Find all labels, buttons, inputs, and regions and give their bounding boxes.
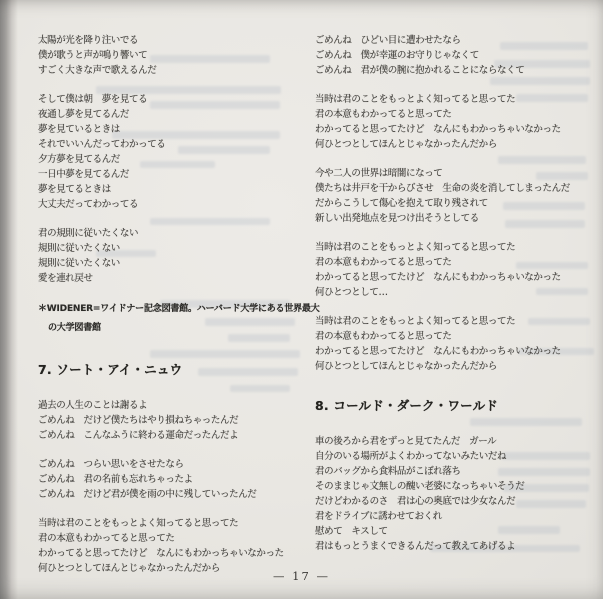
- lyric-line: 君はもっとうまくできるんだって教えてあげるよ: [315, 541, 516, 552]
- lyric-line: 夕方夢を見てるんだ: [38, 154, 120, 165]
- lyric-line: わかってると思ってたけど なんにもわかっちゃいなかった: [315, 272, 561, 283]
- lyric-line: 自分のいる場所がよくわかってないみたいだね: [315, 451, 507, 462]
- lyric-line: 何ひとつとしてほんとじゃなかったんだから: [315, 361, 497, 372]
- lyric-line: 太陽が光を降り注いでる: [38, 35, 139, 46]
- page-number: — 17 —: [273, 569, 330, 583]
- stanza: [38, 398, 306, 443]
- footnote-line: の大学図書館: [48, 323, 101, 333]
- lyric-line: だからこうして傷心を抱えて取り残されて: [315, 198, 488, 209]
- lyric-line: わかってると思ってたけど なんにもわかっちゃいなかった: [315, 124, 561, 135]
- lyric-line: わかってると思ってたけど なんにもわかっちゃいなかった: [38, 548, 284, 559]
- stanza: [38, 226, 306, 286]
- lyric-line: ごめんね 君の名前も忘れちゃったよ: [38, 474, 193, 485]
- stanza: [315, 166, 597, 226]
- lyric-line: 君の本意もわかってると思ってた: [315, 331, 452, 342]
- lyric-line: 君の本意もわかってると思ってた: [315, 109, 452, 120]
- lyrics-column-right: [315, 33, 597, 568]
- lyric-line: 愛を連れ戻せ: [38, 273, 93, 284]
- lyric-line: 君の本意もわかってると思ってた: [38, 533, 175, 544]
- lyric-line: 当時は君のことをもっとよく知ってると思ってた: [315, 316, 516, 327]
- lyric-line: 夜通し夢を見てるんだ: [38, 109, 130, 120]
- lyric-line: ごめんね 僕が幸運のお守りじゃなくて: [315, 50, 479, 61]
- lyric-line: すごく大きな声で歌えるんだ: [38, 65, 157, 76]
- song-title: 8. コールド・ダーク・ワールド: [315, 398, 498, 413]
- lyric-line: 当時は君のことをもっとよく知ってると思ってた: [315, 94, 516, 105]
- footnote: [38, 300, 320, 338]
- stanza: [38, 33, 306, 78]
- lyric-line: だけどわかるのさ 君は心の奥底では少女なんだ: [315, 496, 516, 507]
- lyric-line: 今や二人の世界は暗闇になって: [315, 168, 443, 179]
- stanza: [315, 314, 597, 374]
- lyric-line: 君の規則に従いたくない: [38, 228, 139, 239]
- stanza: [38, 516, 306, 576]
- lyric-line: ごめんね つらい思いをさせたなら: [38, 459, 184, 470]
- lyric-line: 僕が歌うと声が鳴り響いて: [38, 50, 148, 61]
- lyric-line: 大丈夫だってわかってる: [38, 199, 139, 210]
- lyric-line: 車の後ろから君をずっと見てたんだ ガール: [315, 436, 497, 447]
- lyric-line: ごめんね 君が僕の腕に抱かれることにならなくて: [315, 65, 525, 76]
- stanza: [315, 33, 597, 78]
- scan-edge-shadow: [0, 0, 18, 599]
- stanza: [315, 92, 597, 152]
- lyric-line: わかってると思ってたけど なんにもわかっちゃいなかった: [315, 346, 561, 357]
- lyric-line: 何ひとつとして…: [315, 287, 388, 298]
- lyric-line: 君をドライブに誘わせておくれ: [315, 511, 442, 522]
- lyric-line: 規則に従いたくない: [38, 243, 120, 254]
- lyric-line: 慰めて キスして: [315, 526, 388, 537]
- song-title: 7. ソート・アイ・ニュウ: [38, 362, 183, 377]
- stanza: [38, 92, 306, 212]
- lyric-line: 君のバッグから食料品がこぼれ落ち: [315, 466, 461, 477]
- lyric-line: ごめんね だけど君が僕を雨の中に残していったんだ: [38, 489, 257, 500]
- footnote-line: ＊WIDENER=ワイドナー記念図書館。ハーバード大学にある世界最大: [38, 304, 320, 314]
- lyric-line: 何ひとつとしてほんとじゃなかったんだから: [38, 563, 220, 574]
- lyric-line: ごめんね だけど僕たちはやり損ねちゃったんだ: [38, 415, 239, 426]
- lyric-line: 規則に従いたくない: [38, 258, 120, 269]
- stanza: [38, 457, 306, 502]
- lyric-line: 過去の人生のことは謝るよ: [38, 400, 148, 411]
- lyric-line: 夢を見ているときは: [38, 124, 120, 135]
- lyric-line: 僕たちは井戸を干からびさせ 生命の炎を消してしまったんだ: [315, 183, 570, 194]
- stanza: [315, 434, 597, 554]
- stanza: [315, 240, 597, 300]
- lyric-line: 夢を見てるときは: [38, 184, 111, 195]
- lyric-line: そのままじゃ文無しの醜い老婆になっちゃいそうだ: [315, 481, 525, 492]
- lyric-line: 新しい出発地点を見つけ出そうとしてる: [315, 213, 479, 224]
- lyric-line: ごめんね こんなふうに終わる運命だったんだよ: [38, 430, 239, 441]
- lyric-line: 何ひとつとしてほんとじゃなかったんだから: [315, 139, 497, 150]
- lyric-line: ごめんね ひどい目に遭わせたなら: [315, 35, 461, 46]
- lyrics-column-left: [38, 33, 320, 590]
- lyric-line: 君の本意もわかってると思ってた: [315, 257, 452, 268]
- lyric-line: 当時は君のことをもっとよく知ってると思ってた: [315, 242, 516, 253]
- lyric-line: 一日中夢を見てるんだ: [38, 169, 130, 180]
- lyric-line: 当時は君のことをもっとよく知ってると思ってた: [38, 518, 239, 529]
- lyric-line: それでいいんだってわかってる: [38, 139, 166, 150]
- lyric-line: そして僕は朝 夢を見てる: [38, 94, 148, 105]
